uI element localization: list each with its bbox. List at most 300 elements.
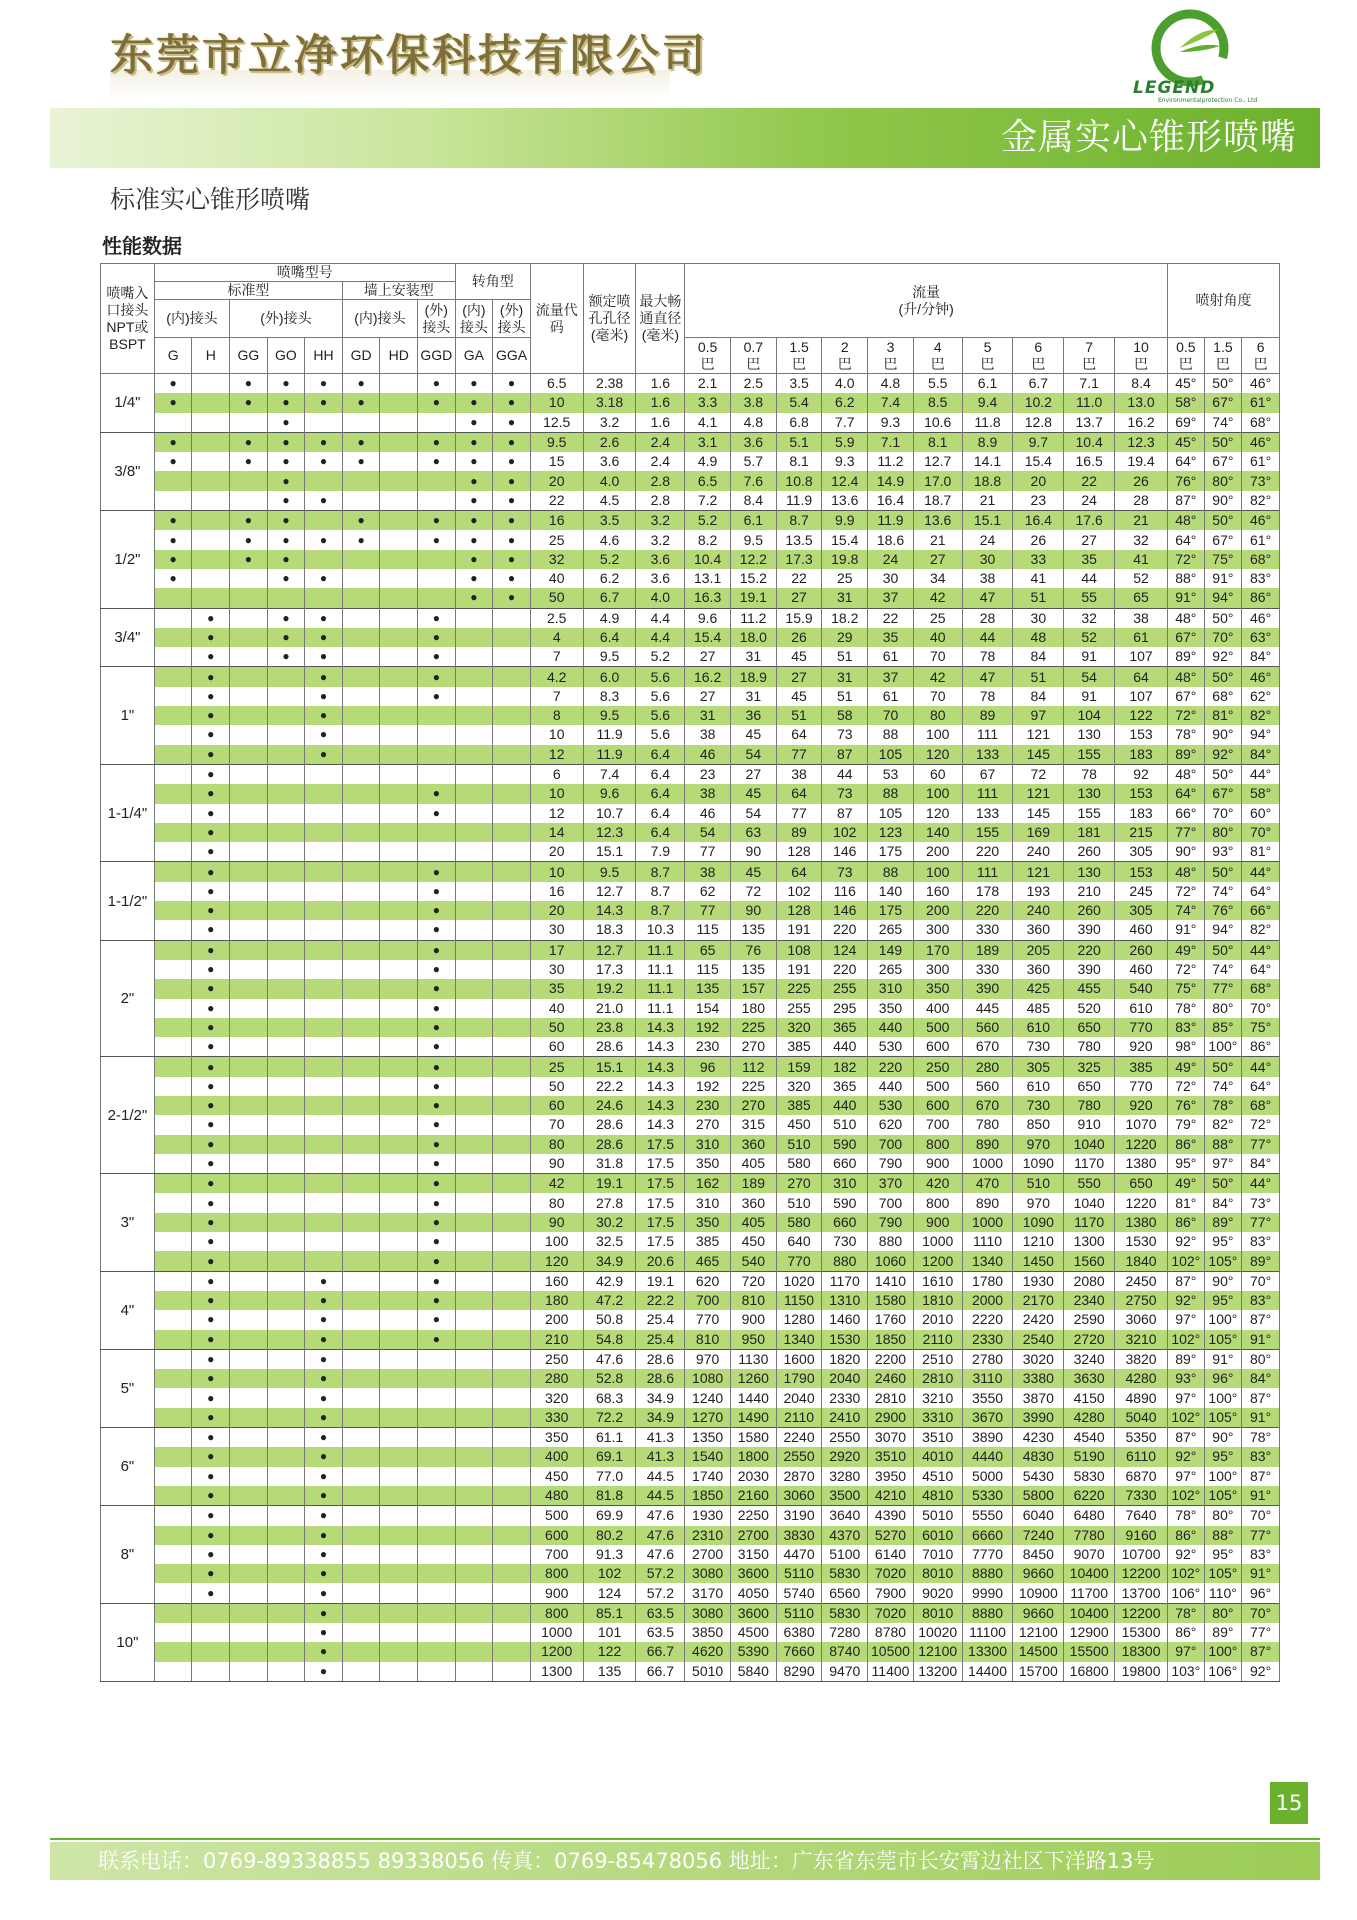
value-cell: 440: [822, 1037, 868, 1057]
model-availability-cell: [154, 1506, 192, 1526]
value-cell: 47.6: [583, 1349, 636, 1369]
model-availability-cell: [154, 940, 192, 960]
model-availability-cell: [493, 1174, 531, 1194]
value-cell: 4890: [1115, 1388, 1168, 1407]
model-availability-cell: [192, 491, 230, 511]
value-cell: 93°: [1204, 842, 1242, 862]
model-availability-cell: [380, 667, 418, 687]
value-cell: 34.9: [636, 1388, 685, 1407]
inlet-size-cell: 1/2": [101, 511, 155, 608]
model-availability-cell: [342, 804, 380, 823]
value-cell: 12.3: [583, 823, 636, 842]
value-cell: 5.9: [822, 432, 868, 452]
value-cell: 180: [530, 1291, 583, 1310]
model-availability-cell: [154, 960, 192, 979]
value-cell: 87°: [1242, 1310, 1280, 1329]
value-cell: 18300: [1115, 1642, 1168, 1661]
model-availability-cell: ●: [418, 667, 456, 687]
value-cell: 28.6: [583, 1037, 636, 1057]
model-availability-cell: [493, 1232, 531, 1251]
value-cell: 17.6: [1064, 511, 1115, 531]
table-row: [101, 823, 1280, 842]
model-availability-cell: [418, 1662, 456, 1682]
value-cell: 3820: [1115, 1349, 1168, 1369]
model-availability-cell: [267, 1545, 305, 1564]
table-row: [101, 1213, 1280, 1232]
value-cell: 66°: [1242, 901, 1280, 920]
model-availability-cell: ●: [192, 1115, 230, 1134]
value-cell: 22: [530, 491, 583, 511]
model-availability-cell: ●: [455, 374, 493, 394]
table-row: [101, 1232, 1280, 1251]
model-availability-cell: [380, 1486, 418, 1506]
model-availability-cell: [230, 471, 268, 490]
value-cell: 2590: [1064, 1310, 1115, 1329]
model-availability-cell: [230, 1662, 268, 1682]
value-cell: 210: [1064, 882, 1115, 901]
value-cell: 3670: [962, 1408, 1013, 1428]
value-cell: 770: [776, 1251, 822, 1271]
value-cell: 3210: [1115, 1330, 1168, 1350]
model-availability-cell: ●: [455, 491, 493, 511]
model-availability-cell: [418, 1467, 456, 1486]
value-cell: 89°: [1168, 1349, 1205, 1369]
male-header: (外)接头: [230, 300, 343, 338]
model-availability-cell: [493, 647, 531, 667]
model-availability-cell: ●: [305, 1623, 343, 1642]
model-availability-cell: ●: [267, 491, 305, 511]
value-cell: 1000: [962, 1154, 1013, 1174]
model-availability-cell: ●: [230, 393, 268, 412]
value-cell: 78°: [1168, 1603, 1205, 1623]
value-cell: 87°: [1242, 1388, 1280, 1407]
value-cell: 520: [1064, 999, 1115, 1018]
value-cell: 650: [1115, 1174, 1168, 1194]
model-availability-cell: [455, 960, 493, 979]
model-availability-cell: [230, 1115, 268, 1134]
model-availability-cell: [380, 1310, 418, 1329]
model-availability-cell: [267, 1291, 305, 1310]
value-cell: 42: [530, 1174, 583, 1194]
value-cell: 116: [822, 882, 868, 901]
table-row: [101, 1467, 1280, 1486]
model-availability-cell: [455, 608, 493, 628]
value-cell: 81.8: [583, 1486, 636, 1506]
value-cell: 10400: [1064, 1603, 1115, 1623]
model-availability-cell: ●: [305, 530, 343, 549]
value-cell: 320: [530, 1388, 583, 1407]
model-availability-cell: [230, 920, 268, 940]
value-cell: 7.7: [822, 413, 868, 433]
value-cell: 95°: [1204, 1291, 1242, 1310]
value-cell: 49°: [1168, 1057, 1205, 1077]
model-availability-cell: [455, 1213, 493, 1232]
value-cell: 10: [530, 725, 583, 744]
value-cell: 72°: [1168, 1077, 1205, 1096]
type-code-header: GGD: [418, 338, 456, 374]
value-cell: 12.8: [1013, 413, 1064, 433]
value-cell: 3170: [685, 1583, 731, 1603]
model-availability-cell: ●: [493, 413, 531, 433]
model-availability-cell: [418, 471, 456, 490]
model-availability-cell: ●: [418, 1251, 456, 1271]
value-cell: 44.5: [636, 1486, 685, 1506]
model-availability-cell: [380, 452, 418, 471]
value-cell: 1000: [962, 1213, 1013, 1232]
model-availability-cell: [192, 413, 230, 433]
value-cell: 52.8: [583, 1369, 636, 1388]
value-cell: 104: [1064, 706, 1115, 725]
model-availability-cell: [342, 1486, 380, 1506]
value-cell: 1150: [776, 1291, 822, 1310]
value-cell: 21: [913, 530, 962, 549]
value-cell: 365: [822, 1018, 868, 1037]
value-cell: 48°: [1168, 608, 1205, 628]
model-availability-cell: [267, 823, 305, 842]
value-cell: 700: [868, 1193, 914, 1212]
value-cell: 1800: [730, 1447, 776, 1466]
value-cell: 50°: [1204, 608, 1242, 628]
value-cell: 78: [962, 647, 1013, 667]
value-cell: 3950: [868, 1467, 914, 1486]
value-cell: 67°: [1204, 393, 1242, 412]
value-cell: 70°: [1242, 1603, 1280, 1623]
value-cell: 2420: [1013, 1310, 1064, 1329]
value-cell: 2080: [1064, 1271, 1115, 1291]
value-cell: 189: [730, 1174, 776, 1194]
value-cell: 3600: [730, 1564, 776, 1583]
model-availability-cell: ●: [305, 1545, 343, 1564]
model-availability-cell: [154, 804, 192, 823]
value-cell: 46°: [1242, 667, 1280, 687]
value-cell: 620: [868, 1115, 914, 1134]
value-cell: 890: [962, 1135, 1013, 1154]
value-cell: 9.5: [583, 647, 636, 667]
value-cell: 70°: [1242, 999, 1280, 1018]
model-availability-cell: [380, 550, 418, 569]
model-availability-cell: [154, 823, 192, 842]
model-availability-cell: ●: [192, 1330, 230, 1350]
value-cell: 78°: [1204, 1096, 1242, 1115]
value-cell: 9.3: [868, 413, 914, 433]
model-availability-cell: ●: [267, 452, 305, 471]
value-cell: 83°: [1242, 1232, 1280, 1251]
value-cell: 28.6: [636, 1349, 685, 1369]
value-cell: 192: [685, 1077, 731, 1096]
value-cell: 80°: [1204, 1506, 1242, 1526]
value-cell: 84°: [1242, 1154, 1280, 1174]
model-availability-cell: [493, 706, 531, 725]
value-cell: 124: [822, 940, 868, 960]
value-cell: 30.2: [583, 1213, 636, 1232]
model-availability-cell: [455, 862, 493, 882]
model-availability-cell: [342, 823, 380, 842]
value-cell: 78°: [1168, 1506, 1205, 1526]
value-cell: 63.5: [636, 1623, 685, 1642]
wall-mount-header: 墙上安装型: [342, 282, 455, 300]
model-availability-cell: ●: [418, 882, 456, 901]
value-cell: 60: [530, 1096, 583, 1115]
banner-title: 金属实心锥形喷嘴: [1000, 117, 1297, 158]
value-cell: 31: [822, 588, 868, 608]
model-availability-cell: [418, 491, 456, 511]
model-availability-cell: [230, 1291, 268, 1310]
model-availability-cell: ●: [455, 569, 493, 588]
model-availability-cell: [154, 1193, 192, 1212]
model-availability-cell: ●: [305, 1388, 343, 1407]
value-cell: 900: [730, 1310, 776, 1329]
value-cell: 180: [730, 999, 776, 1018]
value-cell: 14500: [1013, 1642, 1064, 1661]
model-availability-cell: [154, 862, 192, 882]
value-cell: 1380: [1115, 1213, 1168, 1232]
value-cell: 19.8: [822, 550, 868, 569]
value-cell: 58°: [1168, 393, 1205, 412]
standard-header: 标准型: [154, 282, 342, 300]
value-cell: 45: [730, 862, 776, 882]
type-code-header: G: [154, 338, 192, 374]
value-cell: 92°: [1242, 1662, 1280, 1682]
value-cell: 330: [530, 1408, 583, 1428]
value-cell: 305: [1115, 901, 1168, 920]
angle-type-header: 转角型: [455, 264, 530, 300]
value-cell: 455: [1064, 979, 1115, 998]
value-cell: 20.6: [636, 1251, 685, 1271]
value-cell: 11400: [868, 1662, 914, 1682]
value-cell: 1080: [685, 1369, 731, 1388]
value-cell: 78°: [1242, 1428, 1280, 1448]
model-availability-cell: [267, 1232, 305, 1251]
table-row: [101, 1135, 1280, 1154]
model-availability-cell: ●: [418, 1310, 456, 1329]
model-availability-cell: ●: [305, 1271, 343, 1291]
value-cell: 70: [868, 706, 914, 725]
value-cell: 3020: [1013, 1349, 1064, 1369]
value-cell: 510: [822, 1115, 868, 1134]
value-cell: 41.3: [636, 1447, 685, 1466]
model-availability-cell: [342, 1506, 380, 1526]
value-cell: 8880: [962, 1603, 1013, 1623]
model-availability-cell: [230, 979, 268, 998]
model-availability-cell: ●: [192, 1271, 230, 1291]
value-cell: 102: [776, 882, 822, 901]
model-availability-cell: [455, 1583, 493, 1603]
value-cell: 191: [776, 920, 822, 940]
model-availability-cell: [230, 1232, 268, 1251]
value-cell: 9.4: [962, 393, 1013, 412]
value-cell: 10: [530, 862, 583, 882]
value-cell: 12200: [1115, 1564, 1168, 1583]
model-availability-cell: ●: [192, 1583, 230, 1603]
value-cell: 23: [685, 764, 731, 784]
value-cell: 153: [1115, 862, 1168, 882]
model-availability-cell: [342, 960, 380, 979]
model-availability-cell: [230, 999, 268, 1018]
value-cell: 105°: [1204, 1408, 1242, 1428]
model-availability-cell: [493, 999, 531, 1018]
value-cell: 2510: [913, 1349, 962, 1369]
model-availability-cell: [380, 842, 418, 862]
value-cell: 315: [730, 1115, 776, 1134]
value-cell: 80°: [1204, 471, 1242, 490]
value-cell: 20: [530, 901, 583, 920]
value-cell: 2330: [962, 1330, 1013, 1350]
model-availability-cell: ●: [154, 530, 192, 549]
value-cell: 12200: [1115, 1603, 1168, 1623]
value-cell: 5.2: [685, 511, 731, 531]
value-cell: 200: [913, 842, 962, 862]
value-cell: 86°: [1168, 1135, 1205, 1154]
model-availability-cell: ●: [493, 588, 531, 608]
model-availability-cell: [230, 1603, 268, 1623]
value-cell: 149: [868, 940, 914, 960]
model-availability-cell: [455, 1662, 493, 1682]
pressure-header: 0.7 巴: [730, 338, 776, 374]
pressure-header: 3 巴: [868, 338, 914, 374]
model-availability-cell: ●: [493, 511, 531, 531]
value-cell: 72: [1013, 764, 1064, 784]
value-cell: 2810: [913, 1369, 962, 1388]
value-cell: 90°: [1204, 725, 1242, 744]
angle-pressure-header: 6 巴: [1242, 338, 1280, 374]
value-cell: 3.5: [776, 374, 822, 394]
value-cell: 3500: [822, 1486, 868, 1506]
value-cell: 91: [1064, 647, 1115, 667]
value-cell: 3310: [913, 1408, 962, 1428]
value-cell: 1090: [1013, 1154, 1064, 1174]
value-cell: 72°: [1168, 960, 1205, 979]
value-cell: 5.1: [776, 432, 822, 452]
value-cell: 48°: [1168, 667, 1205, 687]
value-cell: 97°: [1204, 1154, 1242, 1174]
value-cell: 107: [1115, 687, 1168, 706]
value-cell: 38: [685, 784, 731, 803]
model-availability-cell: [154, 1174, 192, 1194]
value-cell: 10.4: [685, 550, 731, 569]
value-cell: 50°: [1204, 1174, 1242, 1194]
model-availability-cell: ●: [192, 687, 230, 706]
value-cell: 220: [962, 901, 1013, 920]
value-cell: 54: [1064, 667, 1115, 687]
model-availability-cell: [230, 1174, 268, 1194]
model-availability-cell: [230, 823, 268, 842]
model-availability-cell: ●: [192, 1467, 230, 1486]
value-cell: 780: [1064, 1037, 1115, 1057]
value-cell: 12: [530, 804, 583, 823]
inlet-header: 喷嘴入口接头NPT或BSPT: [101, 264, 155, 374]
value-cell: 6.1: [962, 374, 1013, 394]
table-row: [101, 882, 1280, 901]
value-cell: 770: [685, 1310, 731, 1329]
value-cell: 90: [730, 842, 776, 862]
value-cell: 3.5: [583, 511, 636, 531]
model-availability-cell: ●: [230, 530, 268, 549]
value-cell: 240: [1013, 842, 1064, 862]
model-availability-cell: [230, 1213, 268, 1232]
model-availability-cell: [418, 706, 456, 725]
value-cell: 270: [776, 1174, 822, 1194]
model-availability-cell: ●: [305, 1310, 343, 1329]
value-cell: 49°: [1168, 1174, 1205, 1194]
value-cell: 2720: [1064, 1330, 1115, 1350]
model-availability-cell: [267, 1271, 305, 1291]
value-cell: 55: [1064, 588, 1115, 608]
model-availability-cell: [493, 1018, 531, 1037]
model-availability-cell: ●: [418, 1135, 456, 1154]
value-cell: 15: [530, 452, 583, 471]
value-cell: 730: [1013, 1096, 1064, 1115]
value-cell: 2250: [730, 1506, 776, 1526]
value-cell: 107: [1115, 647, 1168, 667]
model-availability-cell: [493, 1330, 531, 1350]
model-availability-cell: [154, 882, 192, 901]
value-cell: 15.9: [776, 608, 822, 628]
value-cell: 48°: [1168, 862, 1205, 882]
value-cell: 12100: [913, 1642, 962, 1661]
value-cell: 74°: [1204, 960, 1242, 979]
model-availability-cell: ●: [267, 432, 305, 452]
model-availability-cell: ●: [267, 413, 305, 433]
value-cell: 2920: [822, 1447, 868, 1466]
value-cell: 34: [913, 569, 962, 588]
model-availability-cell: [267, 1193, 305, 1212]
value-cell: 6140: [868, 1545, 914, 1564]
model-availability-cell: [267, 1642, 305, 1661]
value-cell: 230: [685, 1037, 731, 1057]
value-cell: 24: [868, 550, 914, 569]
model-availability-cell: [305, 1174, 343, 1194]
value-cell: 510: [776, 1135, 822, 1154]
model-availability-cell: ●: [418, 687, 456, 706]
value-cell: 5010: [913, 1506, 962, 1526]
model-availability-cell: [380, 1271, 418, 1291]
value-cell: 182: [822, 1057, 868, 1077]
model-availability-cell: [267, 1057, 305, 1077]
model-availability-cell: [230, 1408, 268, 1428]
model-availability-cell: [342, 784, 380, 803]
model-availability-cell: [267, 1603, 305, 1623]
value-cell: 89°: [1168, 745, 1205, 765]
value-cell: 44°: [1242, 1174, 1280, 1194]
model-availability-cell: [418, 1564, 456, 1583]
value-cell: 28: [1115, 491, 1168, 511]
model-availability-cell: [342, 1545, 380, 1564]
model-availability-cell: [305, 784, 343, 803]
model-availability-cell: [305, 1154, 343, 1174]
table-row: [101, 569, 1280, 588]
value-cell: 405: [730, 1154, 776, 1174]
model-availability-cell: [418, 1408, 456, 1428]
value-cell: 245: [1115, 882, 1168, 901]
value-cell: 440: [868, 1018, 914, 1037]
value-cell: 295: [822, 999, 868, 1018]
value-cell: 51: [822, 687, 868, 706]
model-availability-cell: [230, 1310, 268, 1329]
value-cell: 91°: [1242, 1486, 1280, 1506]
model-availability-cell: [267, 1506, 305, 1526]
value-cell: 18.8: [962, 471, 1013, 490]
model-availability-cell: [305, 1077, 343, 1096]
value-cell: 27: [776, 667, 822, 687]
model-availability-cell: ●: [305, 1428, 343, 1448]
value-cell: 3.6: [730, 432, 776, 452]
model-availability-cell: [230, 1428, 268, 1448]
value-cell: 6660: [962, 1526, 1013, 1545]
value-cell: 3380: [1013, 1369, 1064, 1388]
model-availability-cell: [154, 764, 192, 784]
model-availability-cell: ●: [192, 1213, 230, 1232]
value-cell: 154: [685, 999, 731, 1018]
